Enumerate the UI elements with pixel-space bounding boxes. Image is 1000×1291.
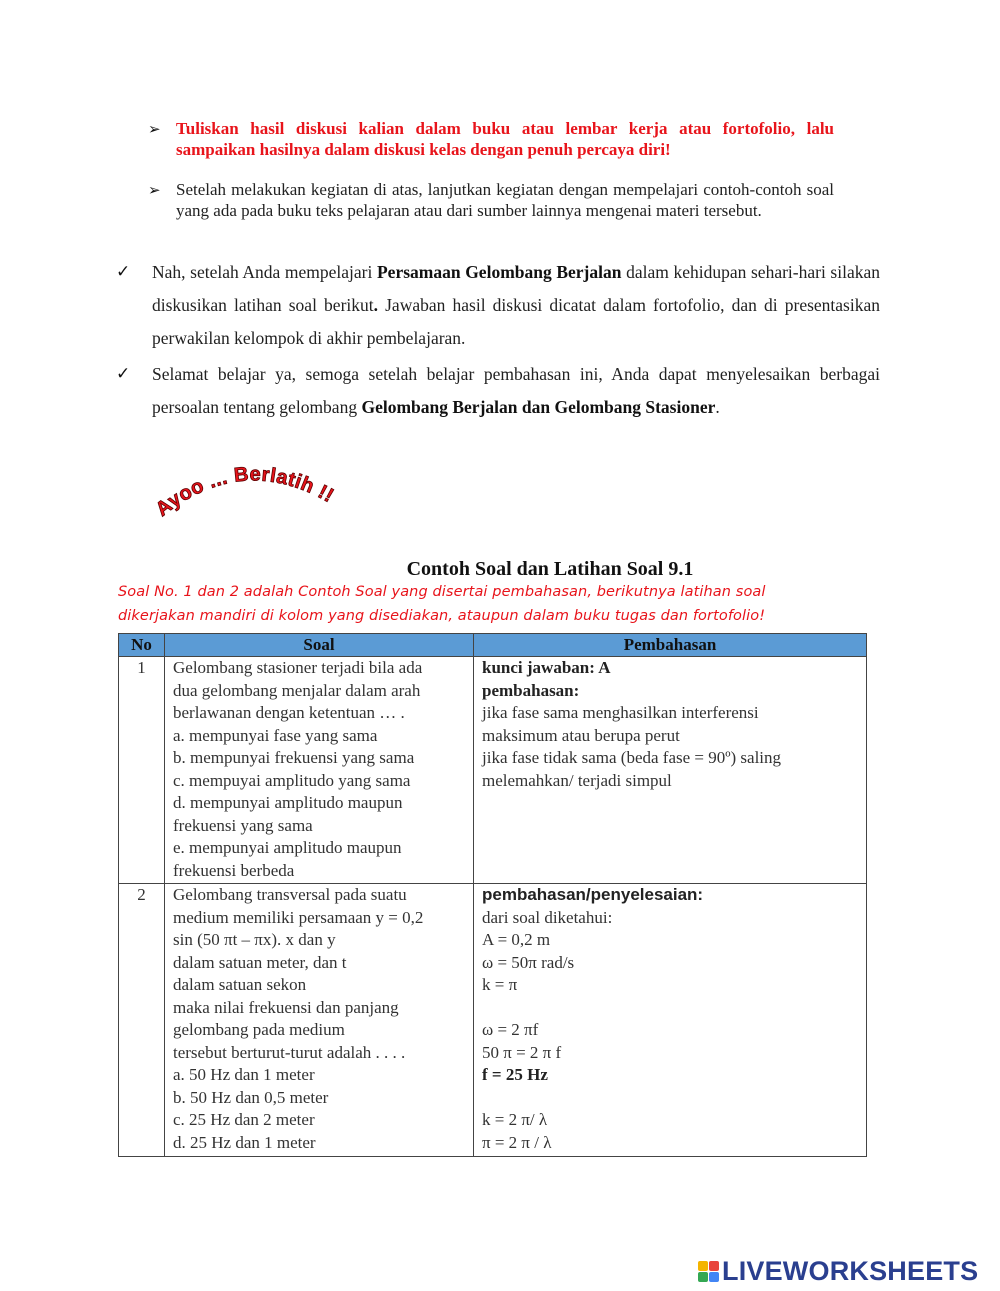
arrow-item-1: Tuliskan hasil diskusi kalian dalam buku atau lembar kerja atau fortofolio, lalu sampaikan hasilnya dalam diskusi kelas dengan penuh percaya diri! [176,119,834,159]
table-row [119,657,867,884]
pembahasan-cell [474,657,867,884]
row-number: 2 [119,884,165,1157]
option-b: b. mempunyai frekuensi yang sama [173,748,415,767]
arrow-bullet-icon: ➢ [148,181,161,199]
check-icon: ✓ [116,364,131,384]
header-no: No [119,634,165,657]
soal-line: Gelombang transversal pada suatu [173,885,407,904]
pembahasan-line: ω = 2 πf [482,1020,539,1039]
pembahasan-label: pembahasan: [482,680,580,700]
header-pembahasan: Pembahasan [474,634,867,657]
row-number: 1 [119,657,165,884]
option-b: b. 50 Hz dan 0,5 meter [173,1087,329,1107]
pembahasan-line: k = π [482,975,518,994]
soal-line: sin (50 πt – πx). x dan y [173,930,336,949]
soal-line: gelombang pada medium [173,1020,345,1039]
pembahasan-line: melemahkan/ terjadi simpul [482,770,672,790]
pembahasan-line: A = 0,2 m [482,930,551,949]
option-e: e. mempunyai amplitudo maupun [173,838,402,857]
soal-line: dalam satuan sekon [173,975,307,994]
soal-line: medium memiliki persamaan y = 0,2 [173,907,424,927]
header-soal: Soal [165,634,474,657]
arrow-bullet-icon: ➢ [148,120,161,138]
option-d: d. 25 Hz dan 1 meter [173,1132,316,1152]
ayoo-text: Ayoo ... Berlatih !! [151,463,338,521]
answer-key: kunci jawaban: A [482,658,611,677]
soal-line: Gelombang stasioner terjadi bila ada [173,658,423,677]
pembahasan-label: pembahasan/penyelesaian: [482,885,704,904]
svg-text:Ayoo ... Berlatih !! [152,463,338,520]
soal-cell [165,657,474,884]
option-d-cont: frekuensi yang sama [173,815,313,835]
section-title: Contoh Soal dan Latihan Soal 9.1 [406,558,694,580]
pembahasan-line: ω = 50π rad/s [482,952,575,972]
blank-line [482,1087,858,1110]
option-d: d. mempunyai amplitudo maupun [173,793,403,812]
instruction-note-line-2: dikerjakan mandiri di kolom yang disediakan, ataupun dalam buku tugas dan fortofolio! [118,608,766,624]
soal-line: dalam satuan meter, dan t [173,952,347,972]
arrow-item-2: Setelah melakukan kegiatan di atas, lanjutkan kegiatan dengan mempelajari contoh-contoh soal yang ada pada buku teks pelajaran atau dari sumber lainnya mengenai materi tersebut. [176,180,834,220]
table-row [119,884,867,1157]
option-c: c. 25 Hz dan 2 meter [173,1110,315,1129]
pembahasan-line: jika fase sama menghasilkan interferensi [482,703,759,722]
pembahasan-cell [474,884,867,1157]
check-item-2: Selamat belajar ya, semoga setelah belajar pembahasan ini, Anda dapat menyelesaikan berbagai persoalan tentang gelombang Gelombang Berjalan dan Gelombang Stasioner. [152,364,880,417]
soal-cell [165,884,474,1157]
pembahasan-line: k = 2 π/ λ [482,1110,548,1129]
ayoo-berlatih-wordart [150,455,360,530]
soal-line: dua gelombang menjalar dalam arah [173,680,421,700]
soal-line: berlawanan dengan ketentuan … . [173,703,405,722]
soal-table [118,633,867,1157]
option-c: c. mempuyai amplitudo yang sama [173,770,411,790]
pembahasan-line: 50 π = 2 π f [482,1042,562,1062]
option-a: a. 50 Hz dan 1 meter [173,1065,315,1084]
check-icon: ✓ [116,262,131,282]
soal-line: maka nilai frekuensi dan panjang [173,997,399,1017]
liveworksheets-logo[interactable] [698,1256,978,1286]
logo-blocks-icon [698,1261,719,1282]
blank-line [482,997,858,1020]
pembahasan-line: maksimum atau berupa perut [482,725,680,745]
option-a: a. mempunyai fase yang sama [173,725,378,745]
option-e-cont: frekuensi berbeda [173,860,295,880]
check-item-1: Nah, setelah Anda mempelajari Persamaan Gelombang Berjalan dalam kehidupan sehari-hari silakan diskusikan latihan soal berikut. Jawaban hasil diskusi dicatat dalam fortofolio, dan di presentasikan perwakilan kelompok di akhir pembelajaran. [152,262,880,348]
table-header-row [119,634,867,657]
pembahasan-line: dari soal diketahui: [482,907,613,927]
frequency-result: f = 25 Hz [482,1065,548,1084]
pembahasan-line: jika fase tidak sama (beda fase = 90º) saling [482,748,782,767]
logo-text: LIVEWORKSHEETS [722,1255,979,1286]
pembahasan-line: π = 2 π / λ [482,1132,552,1152]
instruction-note-line-1: Soal No. 1 dan 2 adalah Contoh Soal yang disertai pembahasan, berikutnya latihan soal [118,584,766,600]
soal-line: tersebut berturut-turut adalah . . . . [173,1042,406,1062]
